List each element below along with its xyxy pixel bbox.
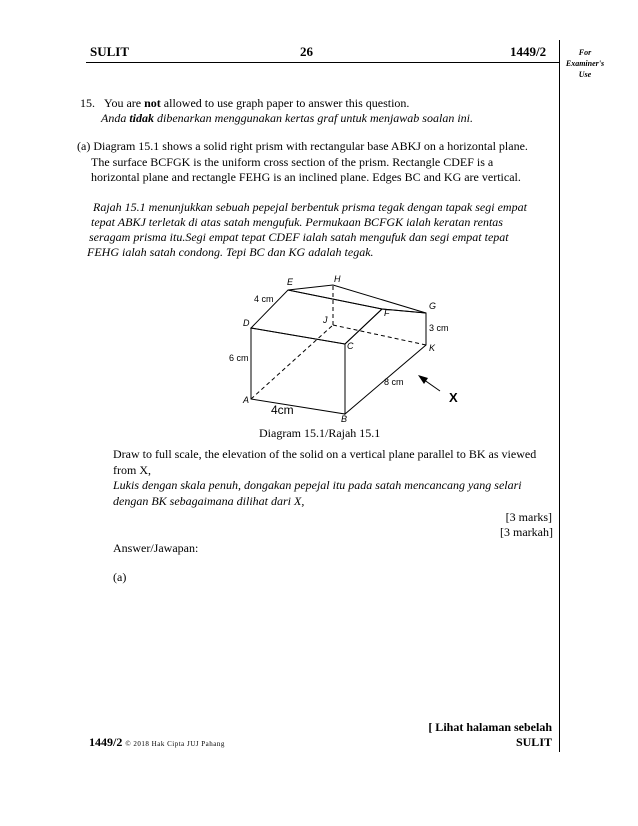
vertex-g: G [429,301,437,311]
diagram-caption: Diagram 15.1/Rajah 15.1 [259,426,381,440]
marks-en: [3 marks] [505,510,552,524]
vertex-d: D [243,318,250,328]
instruction-ms-2: dengan BK sebagaimana dilihat dari X, [113,494,305,508]
page-number: 26 [300,44,313,59]
part-a-line-3: horizontal plane and rectangle FEHG is an inclined plane. Edges BC and KG are vertical. [91,170,521,184]
instruction-ms-1: Lukis dengan skala penuh, dongakan pepejal itu pada satah mencancang yang selari [113,478,522,492]
examiner-line-2: Examiner's [565,59,605,68]
part-a-malay-2: tepat ABKJ terletak di atas satah mengufuk. Permukaan BCFGK ialah keratan rentas [91,215,503,229]
dim-ad: 6 cm [229,353,249,363]
vertex-f: F [384,308,390,318]
part-a-line-1: (a) Diagram 15.1 shows a solid right prism with rectangular base ABKJ on a horizontal plane. [77,139,528,153]
vertex-j: J [323,315,328,325]
dim-ab: 4cm [271,403,294,417]
dim-gk: 3 cm [429,323,449,333]
header-code: 1449/2 [510,44,547,59]
part-a-malay-4: FEHG ialah satah condong. Tepi BC dan KG adalah tegak. [87,245,374,259]
vertex-a: A [243,395,250,405]
question-number: 15. [80,96,95,110]
question-line-2: Anda tidak dibenarkan menggunakan kertas graf untuk menjawab soalan ini. [101,111,473,125]
right-face [345,309,426,414]
vertex-b: B [341,414,348,424]
vertex-c: C [347,341,354,351]
front-face [251,328,345,414]
view-arrow-head [418,375,428,384]
examiner-line-3: Use [578,70,592,79]
vertex-k: K [429,343,436,353]
footer-code: 1449/2 © 2018 Hak Cipta JUJ Pahang [89,735,225,749]
instruction-en-1: Draw to full scale, the elevation of the solid on a vertical plane parallel to BK as viewed [113,447,537,461]
header-sulit: SULIT [90,44,130,59]
view-label-x: X [449,390,458,405]
instruction-en-2: from X, [113,463,151,477]
dim-de: 4 cm [254,294,274,304]
inclined-face [288,285,426,313]
vertex-h: H [334,274,341,284]
question-line-1: You are not allowed to use graph paper to answer this question. [104,96,410,110]
vertex-e: E [287,277,294,287]
marks-ms: [3 markah] [500,525,553,539]
examiner-line-1: For [578,48,592,57]
answer-label: Answer/Jawapan: [113,541,199,555]
answer-part-a: (a) [113,570,127,584]
footer-copyright: © 2018 Hak Cipta JUJ Pahang [125,740,225,748]
part-a-line-2: The surface BCFGK is the uniform cross section of the prism. Rectangle CDEF is a [91,155,494,169]
footer-next-page: [ Lihat halaman sebelah [428,720,552,734]
part-a-malay-1: Rajah 15.1 menunjukkan sebuah pepejal berbentuk prisma tegak dengan tapak segi empat [93,200,527,214]
dim-bk: 8 cm [384,377,404,387]
part-a-malay-3: seragam prisma itu.Segi empat tepat CDEF ialah satah mengufuk dan segi empat tepat [89,230,509,244]
footer-sulit: SULIT [515,735,552,749]
hidden-edge-aj [251,325,333,399]
